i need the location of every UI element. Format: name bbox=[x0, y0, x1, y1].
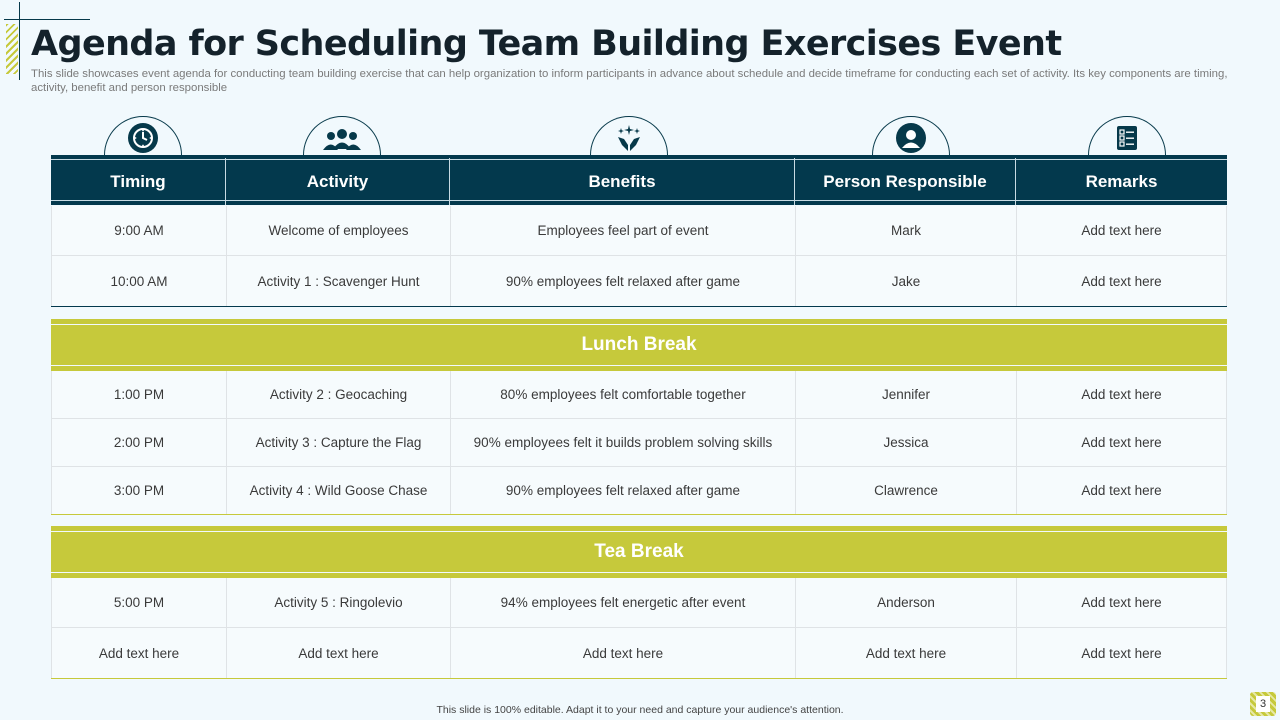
cell-activity: Add text here bbox=[226, 628, 450, 678]
header-person-responsible: Person Responsible bbox=[795, 158, 1016, 205]
afternoon-rows bbox=[51, 371, 1227, 515]
cell-person: Anderson bbox=[795, 578, 1016, 627]
table-row bbox=[51, 467, 1227, 514]
table-row bbox=[51, 371, 1227, 419]
header-remarks: Remarks bbox=[1085, 171, 1158, 191]
cell-benefits: 94% employees felt energetic after event bbox=[450, 578, 795, 627]
cell-activity: Activity 5 : Ringolevio bbox=[226, 578, 450, 627]
table-row bbox=[51, 628, 1227, 678]
corner-line-vertical bbox=[19, 2, 20, 80]
table-row bbox=[51, 578, 1227, 628]
header-benefits: Benefits bbox=[450, 158, 795, 205]
cell-timing: Add text here bbox=[51, 628, 226, 678]
team-icon-tab bbox=[303, 116, 381, 157]
page-number-badge bbox=[1250, 692, 1276, 716]
cell-benefits: 80% employees felt comfortable together bbox=[450, 371, 795, 418]
clock-icon bbox=[128, 123, 158, 153]
checklist-icon-tab bbox=[1088, 116, 1166, 157]
cell-person: Mark bbox=[795, 206, 1016, 255]
table-row bbox=[51, 206, 1227, 256]
cell-timing: 2:00 PM bbox=[51, 419, 226, 466]
cell-benefits: Add text here bbox=[450, 628, 795, 678]
slide-footer: This slide is 100% editable. Adapt it to your need and capture your audience's attention. bbox=[436, 704, 844, 716]
cell-remarks: Add text here bbox=[1016, 578, 1227, 627]
cell-person: Jennifer bbox=[795, 371, 1016, 418]
cell-activity: Activity 1 : Scavenger Hunt bbox=[226, 256, 450, 306]
cell-person: Jake bbox=[795, 256, 1016, 306]
cell-person: Jessica bbox=[795, 419, 1016, 466]
header-activity: Activity bbox=[226, 158, 450, 205]
decorative-stripes bbox=[6, 24, 18, 74]
cell-remarks: Add text here bbox=[1016, 256, 1227, 306]
slide-subtitle: This slide showcases event agenda for conducting team building exercise that can help organization to inform participants in advance about schedule and decide timeframe for conducting each set of activity. Its key components are timing, activity, benefit and person responsible bbox=[31, 68, 1228, 94]
morning-rows bbox=[51, 206, 1227, 307]
person-icon-tab bbox=[872, 116, 950, 157]
cell-benefits: 90% employees felt relaxed after game bbox=[450, 467, 795, 514]
cell-benefits: Employees feel part of event bbox=[450, 206, 795, 255]
lunch-break-bar: Lunch Break bbox=[51, 319, 1227, 371]
cell-timing: 3:00 PM bbox=[51, 467, 226, 514]
cell-remarks: Add text here bbox=[1016, 419, 1227, 466]
cell-activity: Welcome of employees bbox=[226, 206, 450, 255]
person-icon bbox=[896, 123, 926, 153]
hands-sparkle-icon bbox=[614, 123, 644, 153]
slide-title: Agenda for Scheduling Team Building Exercises Event bbox=[31, 24, 1062, 64]
cell-activity: Activity 4 : Wild Goose Chase bbox=[226, 467, 450, 514]
tea-break-bar: Tea Break bbox=[51, 526, 1227, 578]
table-row bbox=[51, 256, 1227, 306]
cell-benefits: 90% employees felt relaxed after game bbox=[450, 256, 795, 306]
header-timing: Timing bbox=[51, 158, 226, 205]
cell-remarks: Add text here bbox=[1016, 467, 1227, 514]
table-header bbox=[51, 155, 1227, 205]
team-icon bbox=[320, 123, 364, 153]
clock-icon-tab bbox=[104, 116, 182, 157]
cell-remarks: Add text here bbox=[1016, 206, 1227, 255]
cell-timing: 9:00 AM bbox=[51, 206, 226, 255]
cell-timing: 10:00 AM bbox=[51, 256, 226, 306]
table-row bbox=[51, 419, 1227, 467]
cell-activity: Activity 2 : Geocaching bbox=[226, 371, 450, 418]
cell-timing: 1:00 PM bbox=[51, 371, 226, 418]
cell-timing: 5:00 PM bbox=[51, 578, 226, 627]
cell-benefits: 90% employees felt it builds problem solving skills bbox=[450, 419, 795, 466]
checklist-icon bbox=[1112, 123, 1142, 153]
corner-line-horizontal bbox=[4, 19, 90, 20]
cell-remarks: Add text here bbox=[1016, 628, 1227, 678]
cell-person: Clawrence bbox=[795, 467, 1016, 514]
hands-icon-tab bbox=[590, 116, 668, 157]
page-number: 3 bbox=[1256, 696, 1270, 712]
evening-rows bbox=[51, 578, 1227, 679]
cell-person: Add text here bbox=[795, 628, 1016, 678]
cell-activity: Activity 3 : Capture the Flag bbox=[226, 419, 450, 466]
cell-remarks: Add text here bbox=[1016, 371, 1227, 418]
